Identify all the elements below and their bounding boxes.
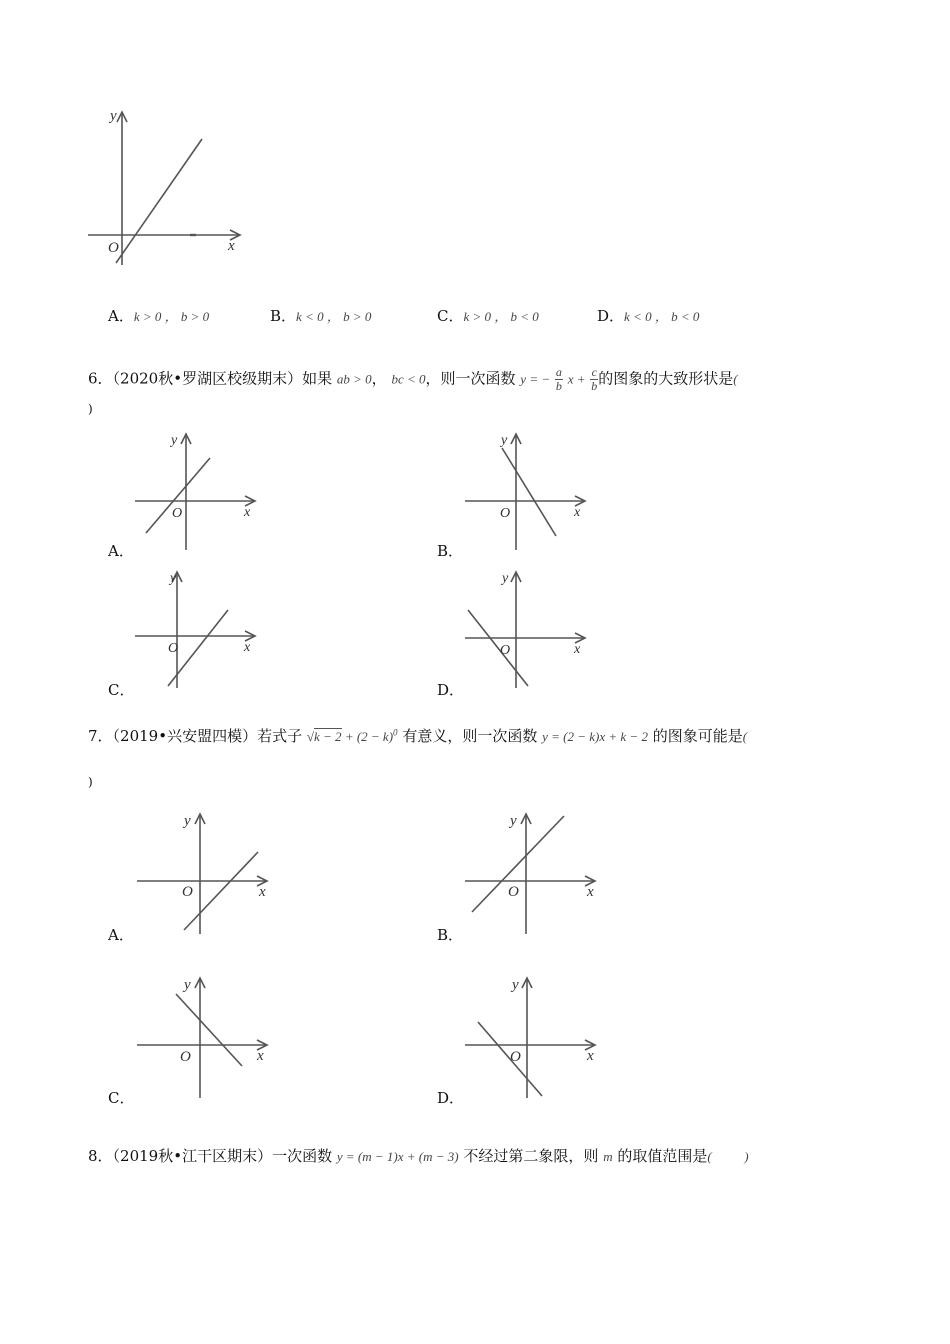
q7-graph-a[interactable] bbox=[132, 808, 277, 938]
svg-text:y: y bbox=[170, 571, 177, 586]
q6-label-a: A． bbox=[108, 542, 134, 560]
q7-graph-d[interactable] bbox=[460, 972, 605, 1102]
svg-text:y: y bbox=[501, 433, 508, 448]
q6-label-d: D． bbox=[437, 681, 465, 699]
svg-text:x: x bbox=[587, 884, 594, 900]
q6-graph-c[interactable] bbox=[130, 566, 265, 691]
svg-text:x: x bbox=[257, 1048, 264, 1064]
q5-option-a[interactable]: A．k > 0 ， b > 0 bbox=[108, 307, 210, 325]
svg-text:y: y bbox=[502, 571, 509, 586]
x-axis-label: x bbox=[228, 238, 235, 254]
q6-label-c: C． bbox=[108, 681, 135, 699]
svg-text:O: O bbox=[182, 884, 193, 900]
svg-text:y: y bbox=[184, 977, 191, 993]
q7-label-a: A． bbox=[108, 926, 134, 944]
svg-text:x: x bbox=[244, 640, 251, 655]
q7-label-b: B． bbox=[437, 926, 464, 944]
svg-text:O: O bbox=[510, 1049, 521, 1065]
y-axis-label: y bbox=[110, 108, 117, 124]
q6-close-paren: ) bbox=[88, 402, 93, 416]
q5-option-d[interactable]: D．k < 0 ， b < 0 bbox=[597, 307, 700, 325]
svg-text:O: O bbox=[168, 641, 179, 656]
q7-stem: 7．（2019•兴安盟四模）若式子 $√k - 2 + (2 - k)^0$ 有意义，则一次函数 y = (2 − k)x + k − 2 的图象可能是( bbox=[88, 727, 748, 745]
svg-text:O: O bbox=[508, 884, 519, 900]
q7-label-c: C． bbox=[108, 1089, 135, 1107]
svg-text:y: y bbox=[171, 433, 178, 448]
q7-graph-b[interactable] bbox=[460, 808, 605, 938]
svg-text:O: O bbox=[172, 506, 183, 521]
svg-text:x: x bbox=[574, 642, 581, 657]
svg-text:x: x bbox=[587, 1048, 594, 1064]
q6-stem: 6．（2020秋•罗湖区校级期末）如果 ab > 0， bc < 0，则一次函数 y = − $\frac{a}{b}$ x + $\frac{c}{b}$ 的图象的大致形状是( bbox=[88, 365, 738, 393]
svg-text:O: O bbox=[180, 1049, 191, 1065]
svg-text:x: x bbox=[244, 505, 251, 520]
svg-text:y: y bbox=[512, 977, 519, 993]
origin-label: O bbox=[108, 240, 119, 256]
q6-graph-a[interactable] bbox=[130, 428, 265, 553]
q6-graph-d[interactable] bbox=[460, 566, 595, 691]
q7-label-d: D． bbox=[437, 1089, 465, 1107]
svg-text:y: y bbox=[510, 813, 517, 829]
q6-label-b: B． bbox=[437, 542, 464, 560]
q8-stem: 8．（2019秋•江干区期末）一次函数 y = (m − 1)x + (m − 3) 不经过第二象限，则 m 的取值范围是( ) bbox=[88, 1147, 749, 1165]
svg-text:O: O bbox=[500, 506, 511, 521]
q5-option-c[interactable]: C．k > 0 ， b < 0 bbox=[437, 307, 539, 325]
svg-text:x: x bbox=[259, 884, 266, 900]
svg-text:O: O bbox=[500, 643, 511, 658]
svg-text:x: x bbox=[574, 505, 581, 520]
q7-graph-c[interactable] bbox=[132, 972, 277, 1102]
q5-option-b[interactable]: B．k < 0 ， b > 0 bbox=[270, 307, 372, 325]
q5-graph bbox=[80, 100, 260, 270]
q7-close-paren: ) bbox=[88, 775, 93, 789]
q6-graph-b[interactable] bbox=[460, 428, 595, 553]
svg-text:y: y bbox=[184, 813, 191, 829]
